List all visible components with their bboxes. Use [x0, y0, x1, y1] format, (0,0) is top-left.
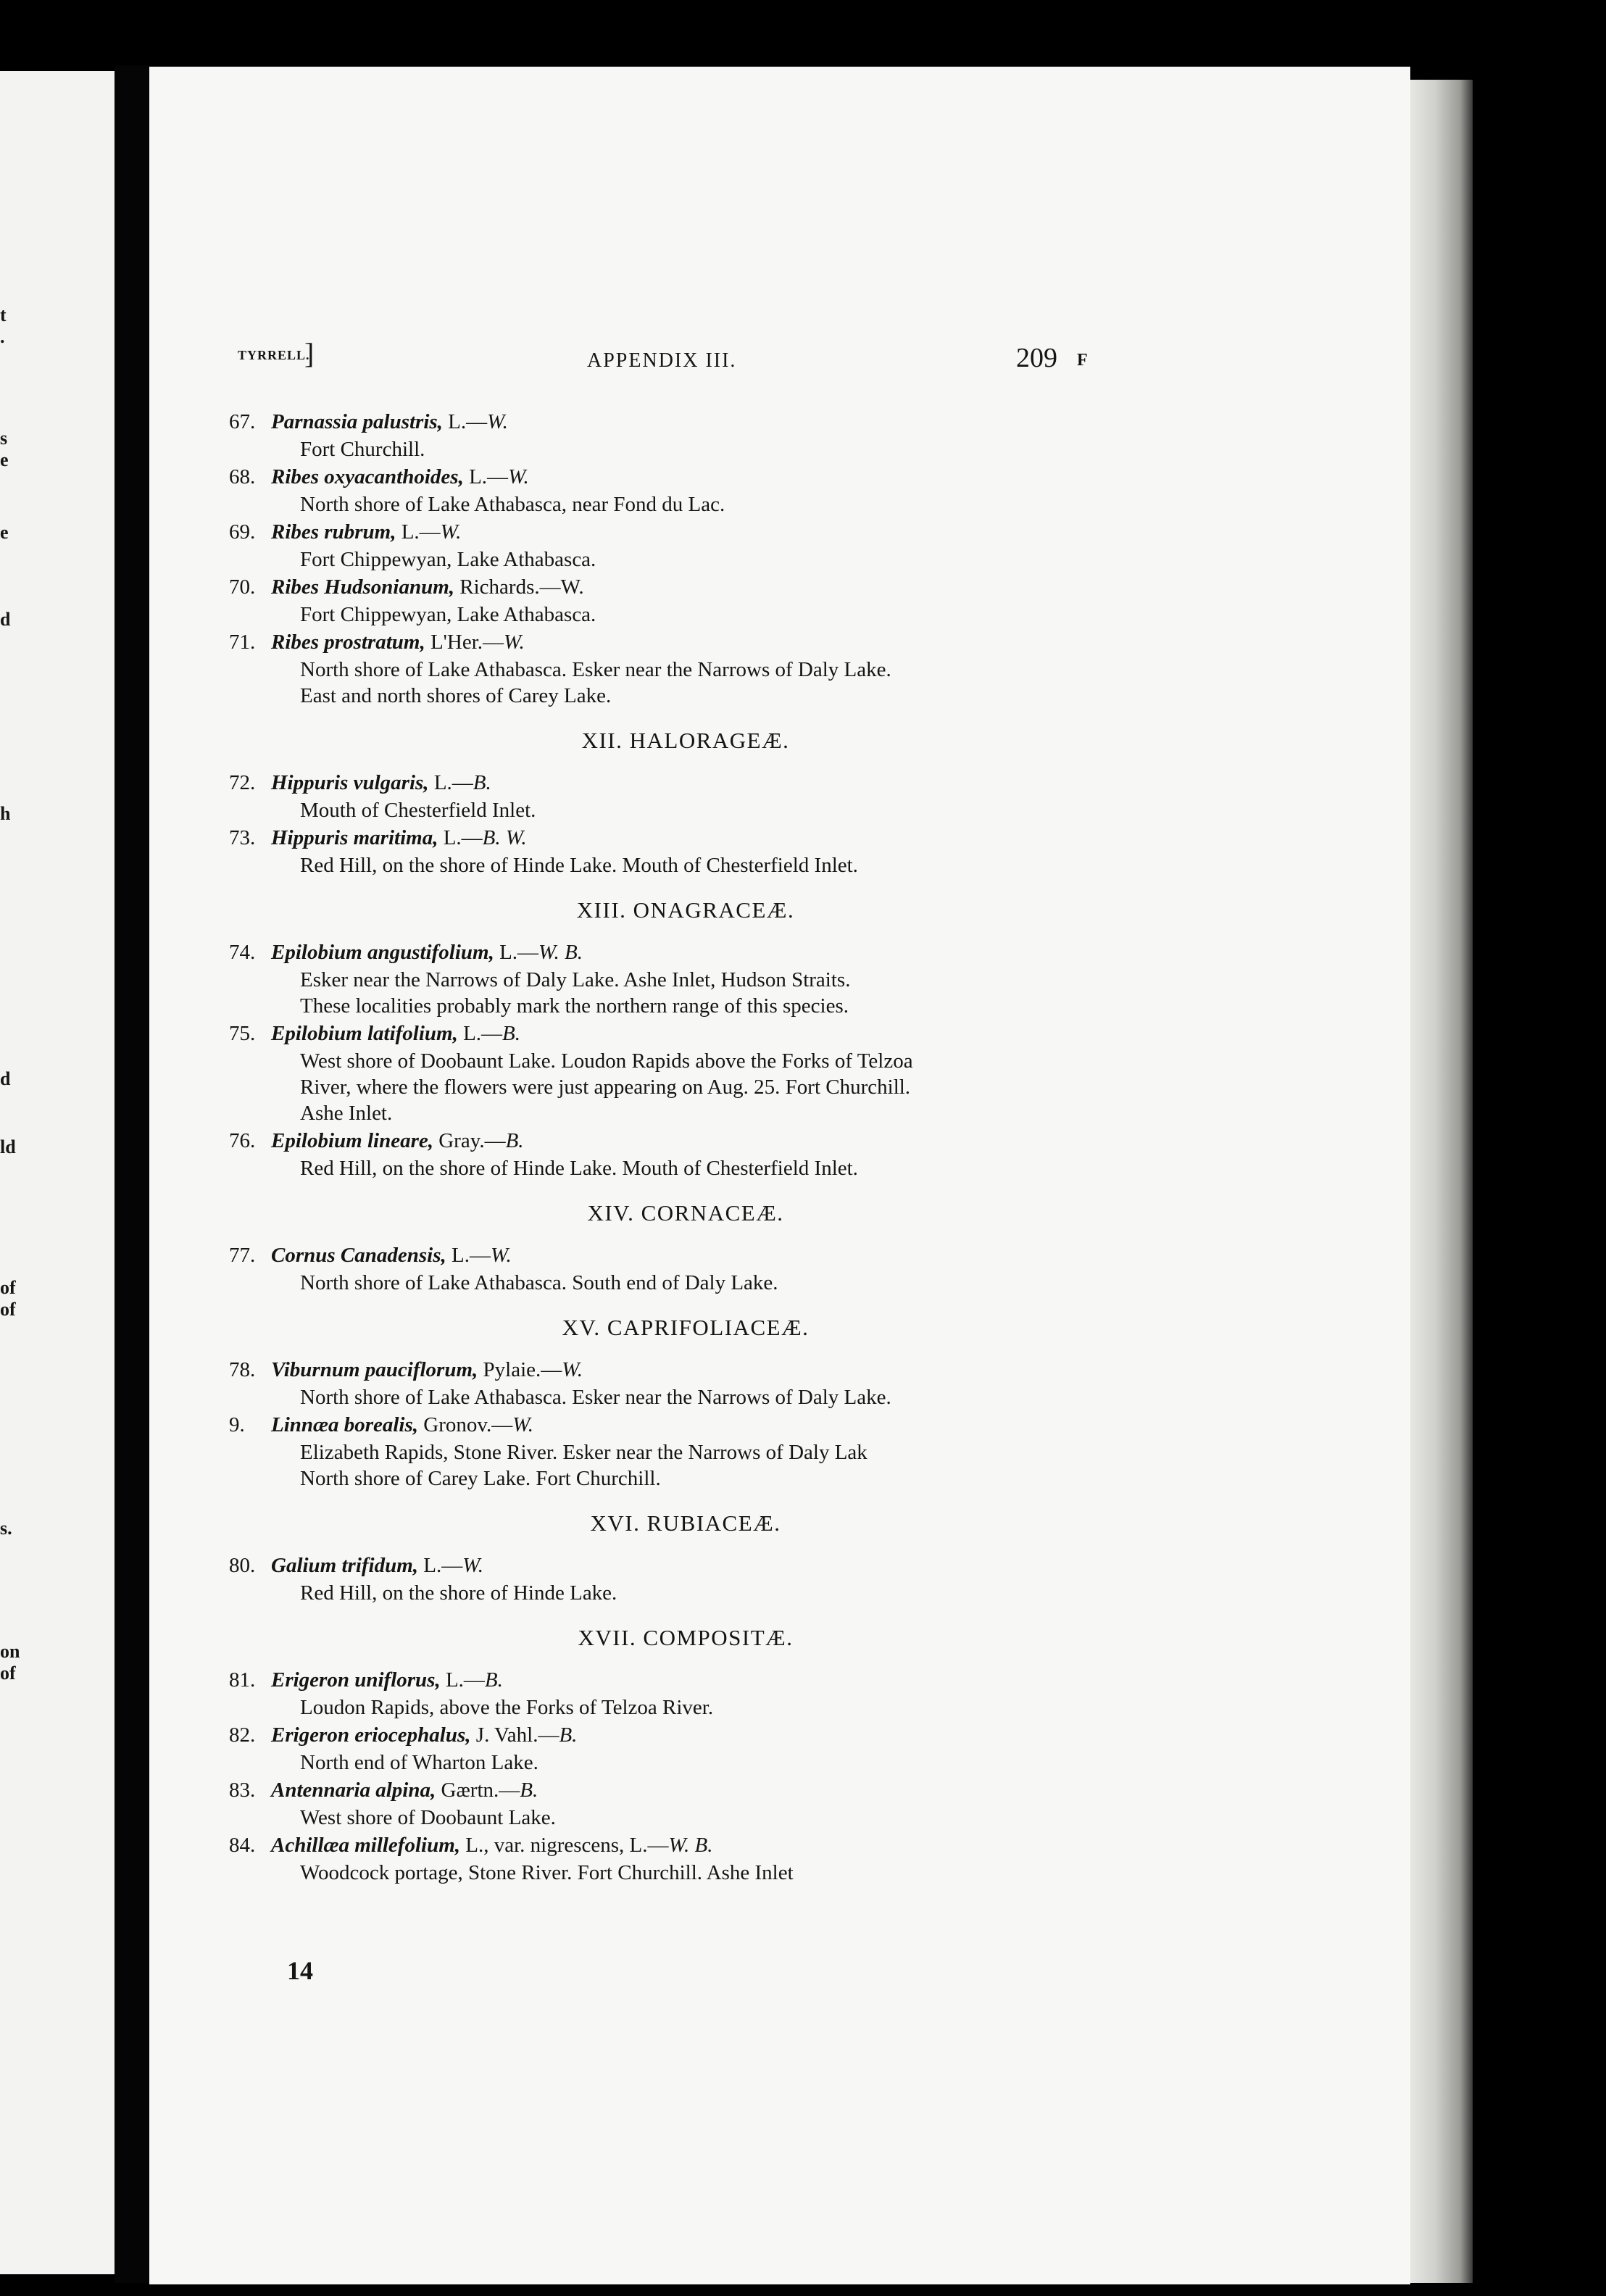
collector-code: B. [484, 1668, 503, 1692]
facing-page-fragment: on [0, 1641, 20, 1662]
species-number: 84. [229, 1834, 256, 1857]
species-heading [229, 938, 1410, 967]
species-name: Epilobium lineare, [271, 1129, 433, 1152]
species-entry [229, 1551, 1410, 1606]
species-authority: L., var. nigrescens, L.— [465, 1834, 669, 1857]
species-number: 72. [229, 771, 256, 794]
collector-code: W. [491, 1244, 512, 1267]
species-name: Cornus Canadensis, [271, 1244, 446, 1267]
locality-line: Red Hill, on the shore of Hinde Lake. [300, 1581, 617, 1605]
locality-list [300, 491, 1410, 517]
locality-list [300, 797, 1410, 823]
document-page [149, 67, 1410, 2284]
locality-list [300, 852, 1410, 878]
species-number: 9. [229, 1413, 245, 1436]
collector-code: W. [512, 1413, 533, 1436]
locality-line: Fort Chippewyan, Lake Athabasca. [300, 603, 596, 626]
facing-page-fragment: d [0, 1068, 11, 1089]
species-entry [229, 1019, 1410, 1126]
family-heading: XVII. COMPOSITÆ. [578, 1625, 794, 1650]
species-entry [229, 462, 1410, 517]
species-number: 69. [229, 520, 256, 544]
species-authority: L.— [448, 410, 488, 433]
locality-list [300, 657, 1410, 709]
species-number: 67. [229, 410, 256, 433]
species-number: 68. [229, 465, 256, 488]
locality-list [300, 436, 1410, 462]
locality-list [300, 602, 1410, 628]
locality-line: Fort Chippewyan, Lake Athabasca. [300, 548, 596, 571]
species-authority: Pylaie.— [483, 1358, 562, 1381]
species-number: 78. [229, 1358, 256, 1381]
species-number: 71. [229, 631, 256, 654]
collector-code: W. B. [668, 1834, 713, 1857]
facing-page-edge [0, 71, 115, 2274]
species-name: Galium trifidum, [271, 1554, 419, 1577]
locality-line: River, where the flowers were just appearing on Aug. 25. Fort Churchill. [300, 1076, 911, 1099]
locality-line: North shore of Lake Athabasca, near Fond du Lac. [300, 493, 725, 516]
locality-list [300, 967, 1410, 1019]
species-name: Viburnum pauciflorum, [271, 1358, 478, 1381]
facing-page-fragment: t [0, 304, 7, 325]
locality-line: Mouth of Chesterfield Inlet. [300, 799, 536, 822]
species-heading [229, 768, 1410, 797]
species-number: 77. [229, 1244, 256, 1267]
species-heading [229, 1019, 1410, 1048]
species-authority: J. Vahl.— [475, 1723, 559, 1747]
species-number: 81. [229, 1668, 256, 1692]
collector-code: B. [502, 1022, 521, 1045]
species-entry [229, 1665, 1410, 1721]
species-number: 75. [229, 1022, 256, 1045]
species-heading [229, 1776, 1410, 1805]
species-heading [229, 573, 1410, 602]
species-entry [229, 407, 1410, 462]
species-authority: L.— [463, 1022, 503, 1045]
collector-code: B. W. [482, 826, 527, 849]
species-heading [229, 407, 1410, 436]
species-entry [229, 1126, 1410, 1181]
running-head-title: APPENDIX III. [587, 349, 737, 372]
species-name: Linnæa borealis, [271, 1413, 419, 1436]
locality-line: Fort Churchill. [300, 438, 425, 461]
facing-page-fragment: s [0, 428, 8, 449]
locality-line: Red Hill, on the shore of Hinde Lake. Mouth of Chesterfield Inlet. [300, 854, 858, 877]
locality-line: North shore of Lake Athabasca. South end of Daly Lake. [300, 1271, 778, 1294]
species-heading [229, 1241, 1410, 1270]
species-entry [229, 628, 1410, 709]
species-number: 80. [229, 1554, 256, 1577]
family-heading: XIII. ONAGRACEÆ. [576, 897, 795, 923]
species-entry [229, 1241, 1410, 1296]
page-number-suffix: F [1077, 351, 1088, 370]
species-entry [229, 573, 1410, 628]
locality-line: East and north shores of Carey Lake. [300, 684, 612, 707]
locality-list [300, 1694, 1410, 1721]
facing-page-fragment: of [0, 1663, 16, 1684]
species-heading [229, 517, 1410, 546]
species-entry [229, 1410, 1410, 1492]
facing-page-fragment: s. [0, 1518, 12, 1539]
facing-page-fragment: h [0, 803, 11, 824]
locality-line: Elizabeth Rapids, Stone River. Esker near the Narrows of Daly Lak [300, 1441, 868, 1464]
species-name: Ribes Hudsonianum, [271, 575, 455, 599]
species-heading [229, 1126, 1410, 1155]
species-authority: L.— [452, 1244, 491, 1267]
page-number: 209 [1016, 343, 1057, 373]
locality-line: West shore of Doobaunt Lake. Loudon Rapids above the Forks of Telzoa [300, 1049, 913, 1073]
species-name: Hippuris vulgaris, [271, 771, 429, 794]
family-heading: XV. CAPRIFOLIACEÆ. [562, 1315, 810, 1340]
collector-code: B. [473, 771, 491, 794]
locality-list [300, 1270, 1410, 1296]
species-heading [229, 462, 1410, 491]
species-heading [229, 1721, 1410, 1750]
locality-list [300, 1580, 1410, 1606]
species-authority: Gray.— [438, 1129, 506, 1152]
collector-code: W. [508, 465, 529, 488]
locality-list [300, 1860, 1410, 1886]
locality-line: Woodcock portage, Stone River. Fort Churchill. Ashe Inlet [300, 1861, 794, 1884]
species-authority: Gronov.— [423, 1413, 513, 1436]
locality-line: West shore of Doobaunt Lake. [300, 1806, 556, 1829]
species-number: 76. [229, 1129, 256, 1152]
species-name: Erigeron eriocephalus, [271, 1723, 471, 1747]
species-name: Erigeron uniflorus, [271, 1668, 441, 1692]
page-stack-edge [1410, 80, 1473, 2283]
locality-list [300, 1805, 1410, 1831]
facing-page-fragment: of [0, 1277, 16, 1298]
locality-line: Esker near the Narrows of Daly Lake. Ashe Inlet, Hudson Straits. [300, 968, 851, 991]
species-name: Ribes prostratum, [271, 631, 425, 654]
species-heading [229, 1831, 1410, 1860]
species-name: Parnassia palustris, [271, 410, 443, 433]
species-authority: L.— [443, 826, 483, 849]
facing-page-fragment: e [0, 522, 9, 543]
species-authority: L.— [401, 520, 441, 544]
collector-code: W. [462, 1554, 484, 1577]
species-authority: L.— [423, 1554, 463, 1577]
collector-code: W. B. [538, 941, 583, 964]
species-authority: Richards.—W. [459, 575, 584, 599]
collector-code: W. [504, 631, 525, 654]
species-authority: L.— [433, 771, 473, 794]
species-authority: Gærtn.— [441, 1779, 520, 1802]
species-number: 70. [229, 575, 256, 599]
species-heading [229, 1410, 1410, 1439]
facing-page-fragment: d [0, 609, 11, 630]
facing-page-fragment: ld [0, 1136, 16, 1157]
species-entry [229, 768, 1410, 823]
locality-line: North shore of Lake Athabasca. Esker near the Narrows of Daly Lake. [300, 658, 891, 681]
species-heading [229, 1355, 1410, 1384]
species-number: 73. [229, 826, 256, 849]
family-heading: XVI. RUBIACEÆ. [590, 1510, 781, 1536]
header-bracket: ] [304, 337, 315, 370]
family-heading: XIV. CORNACEÆ. [587, 1200, 784, 1226]
facing-page-fragment: of [0, 1299, 16, 1320]
species-name: Antennaria alpina, [271, 1779, 436, 1802]
species-entry [229, 1721, 1410, 1776]
page-header [149, 337, 1410, 386]
facing-page-fragment: . [0, 326, 5, 347]
species-name: Epilobium latifolium, [271, 1022, 458, 1045]
species-heading [229, 628, 1410, 657]
collector-code: B. [559, 1723, 578, 1747]
locality-list [300, 1155, 1410, 1181]
locality-list [300, 1384, 1410, 1410]
species-authority: L.— [445, 1668, 485, 1692]
author-running-head: TYRRELL. [238, 348, 310, 362]
species-number: 82. [229, 1723, 256, 1747]
species-name: Hippuris maritima, [271, 826, 438, 849]
species-list [149, 407, 1410, 1886]
species-entry [229, 1831, 1410, 1886]
facing-page-fragment: e [0, 449, 9, 470]
book-gutter [115, 65, 149, 2283]
species-authority: L.— [499, 941, 539, 964]
collector-code: B. [520, 1779, 538, 1802]
locality-line: Loudon Rapids, above the Forks of Telzoa River. [300, 1696, 714, 1719]
species-heading [229, 1665, 1410, 1694]
species-entry [229, 517, 1410, 573]
locality-list [300, 546, 1410, 573]
species-authority: L'Her.— [430, 631, 504, 654]
species-authority: L.— [469, 465, 509, 488]
species-name: Epilobium angustifolium, [271, 941, 494, 964]
locality-line: North end of Wharton Lake. [300, 1751, 538, 1774]
locality-line: North shore of Carey Lake. Fort Churchill. [300, 1467, 661, 1490]
species-name: Ribes oxyacanthoides, [271, 465, 464, 488]
locality-line: Red Hill, on the shore of Hinde Lake. Mouth of Chesterfield Inlet. [300, 1157, 858, 1180]
collector-code: W. [487, 410, 508, 433]
species-entry [229, 823, 1410, 878]
locality-list [300, 1048, 1410, 1126]
species-entry [229, 938, 1410, 1019]
species-name: Ribes rubrum, [271, 520, 396, 544]
species-number: 74. [229, 941, 256, 964]
species-heading [229, 1551, 1410, 1580]
locality-list [300, 1750, 1410, 1776]
locality-line: Ashe Inlet. [300, 1102, 393, 1125]
collector-code: W. [562, 1358, 583, 1381]
species-name: Achillæa millefolium, [271, 1834, 461, 1857]
signature-mark: 14 [287, 1956, 313, 1985]
locality-line: These localities probably mark the northern range of this species. [300, 994, 849, 1018]
locality-line: North shore of Lake Athabasca. Esker near the Narrows of Daly Lake. [300, 1386, 891, 1409]
species-entry [229, 1776, 1410, 1831]
species-entry [229, 1355, 1410, 1410]
species-heading [229, 823, 1410, 852]
family-heading: XII. HALORAGEÆ. [581, 728, 790, 753]
collector-code: W. [440, 520, 462, 544]
locality-list [300, 1439, 1410, 1492]
species-number: 83. [229, 1779, 256, 1802]
collector-code: B. [505, 1129, 524, 1152]
